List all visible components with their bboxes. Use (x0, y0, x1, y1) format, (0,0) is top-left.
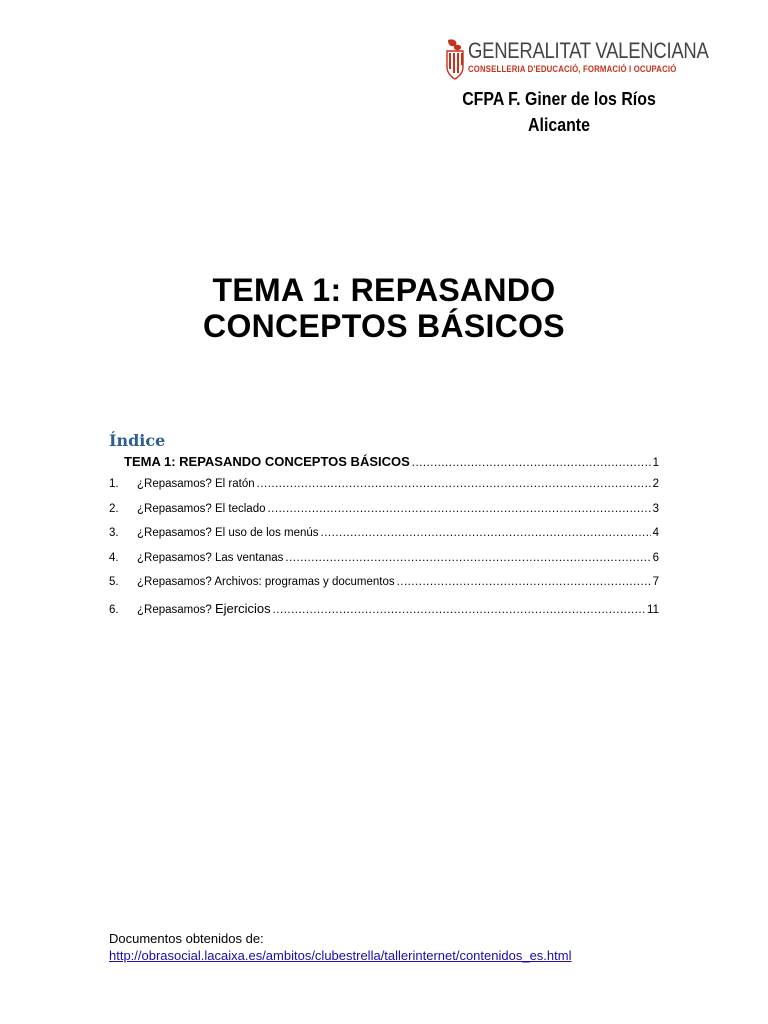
toc-entry[interactable] (109, 576, 659, 601)
toc-entry[interactable] (109, 478, 659, 503)
toc-leader (257, 478, 651, 490)
school-header (422, 86, 695, 138)
school-city: Alicante (528, 114, 590, 135)
coat-of-arms-icon (444, 38, 466, 82)
toc-number: 1. (109, 478, 119, 490)
source-link[interactable]: http://obrasocial.lacaixa.es/ambitos/clubestrella/tallerinternet/contenidos_es.html (109, 948, 572, 963)
index-heading: Índice (109, 431, 166, 450)
toc-page-number: 4 (652, 527, 659, 540)
logo-name: GENERALITAT VALENCIANA (468, 38, 709, 63)
toc-top-label: TEMA 1: REPASANDO CONCEPTOS BÁSICOS (124, 454, 410, 469)
title-line-1: TEMA 1: REPASANDO (212, 272, 556, 308)
toc-page-number: 11 (647, 603, 659, 616)
toc-page-number: 7 (652, 576, 659, 589)
toc-leader (267, 503, 650, 515)
document-title (160, 272, 608, 344)
toc-label: ¿Repasamos? (137, 603, 215, 616)
toc-label: ¿Repasamos? El ratón (137, 478, 255, 490)
toc-number: 4. (109, 551, 119, 564)
toc-page-number: 3 (652, 502, 659, 515)
toc-page-number: 2 (652, 478, 659, 490)
footer-source (109, 930, 571, 964)
toc-number: 6. (109, 603, 119, 616)
generalitat-logo (444, 38, 709, 84)
toc-leader (412, 457, 651, 469)
toc-page-number: 1 (652, 457, 659, 469)
toc-entry[interactable] (109, 503, 659, 528)
toc-leader (321, 527, 651, 539)
toc-label: ¿Repasamos? El uso de los menús (137, 527, 319, 540)
toc-top-entry[interactable] (109, 454, 659, 478)
table-of-contents (109, 454, 659, 626)
toc-label: ¿Repasamos? Archivos: programas y documentos (137, 576, 395, 589)
footer-text: Documentos obtenidos de: (109, 931, 264, 946)
logo-subtitle: CONSELLERIA D'EDUCACIÓ, FORMACIÓ I OCUPACIÓ (468, 64, 677, 75)
toc-leader (285, 552, 650, 564)
toc-entry[interactable] (109, 601, 659, 626)
toc-leader (397, 576, 651, 588)
toc-leader (273, 604, 645, 616)
toc-number: 5. (109, 576, 119, 589)
toc-label: ¿Repasamos? Las ventanas (137, 551, 284, 564)
toc-label: ¿Repasamos? El teclado (137, 502, 266, 515)
toc-entry[interactable] (109, 552, 659, 577)
toc-page-number: 6 (652, 551, 659, 564)
toc-label-emphasis: Ejercicios (214, 600, 271, 616)
school-name: CFPA F. Giner de los Ríos (462, 88, 656, 109)
toc-number: 2. (109, 502, 119, 515)
toc-label-wrapper (137, 601, 271, 616)
title-line-2: CONCEPTOS BÁSICOS (203, 308, 565, 344)
toc-number: 3. (109, 527, 119, 540)
toc-entry[interactable] (109, 527, 659, 552)
